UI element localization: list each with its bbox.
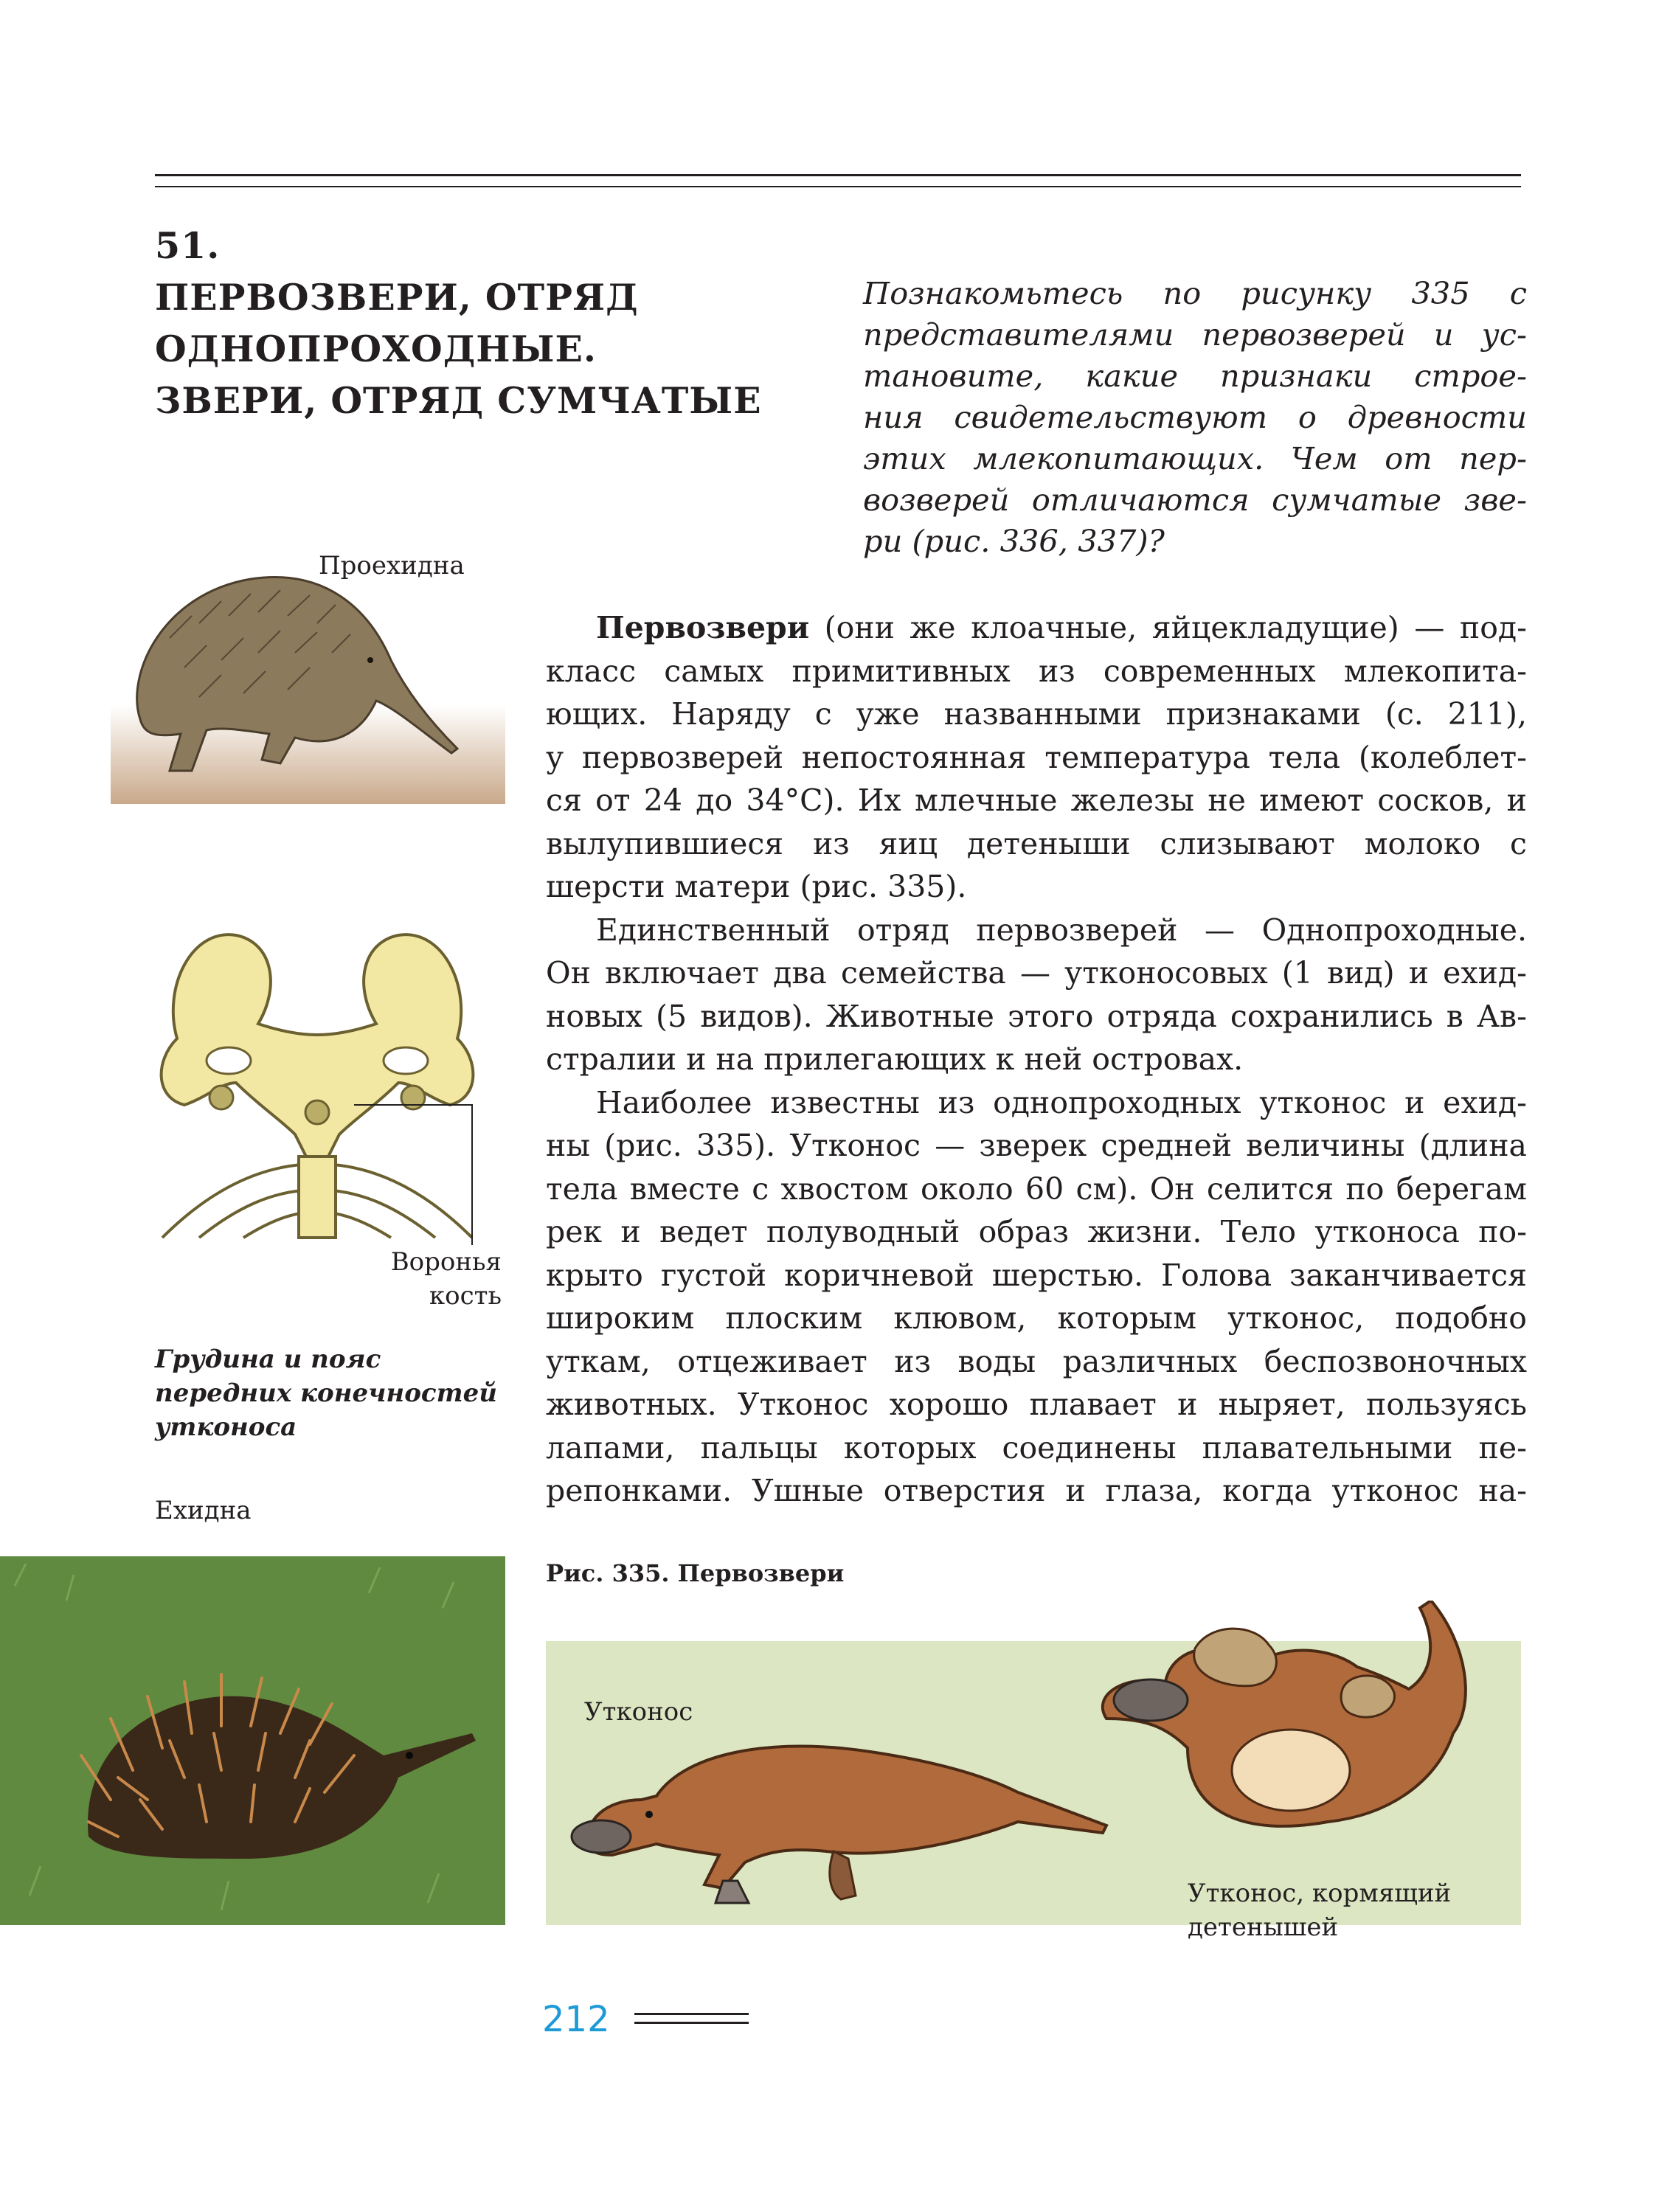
intro-line: этих млекопитающих. Чем от пер- <box>863 440 1527 476</box>
echidna-label: Ехидна <box>155 1496 252 1525</box>
section-heading <box>155 220 819 426</box>
body-line: репонками. Ушные отверстия и глаза, когда утконос на- <box>546 1473 1527 1508</box>
body-line: Он включает два семейства — утконосовых (1 вид) и ехид- <box>546 955 1527 991</box>
proechidna-illustration <box>111 549 505 804</box>
top-rule-thin <box>155 186 1521 187</box>
body-line: животных. Утконос хорошо плавает и ныряет, пользуясь <box>546 1387 1527 1422</box>
coracoid-label: Воронья кость <box>390 1247 502 1311</box>
page-number-rule <box>634 2013 749 2031</box>
body-line: стралии и на прилегающих к ней островах. <box>546 1041 1244 1077</box>
page-number: 212 <box>542 1999 610 2040</box>
body-line: Наиболее известны из однопроходных утконос и ехид- <box>596 1084 1527 1120</box>
body-line: класс самых примитивных из современных млекопита- <box>546 653 1527 689</box>
section-title-line: ОДНОПРОХОДНЫЕ. <box>155 327 597 370</box>
section-number: 51. <box>155 224 221 267</box>
body-line: уткам, отцеживает из воды различных беспозвоночных <box>546 1343 1527 1379</box>
intro-question <box>863 273 1527 562</box>
intro-line: возверей отличаются сумчатые зве- <box>863 482 1527 518</box>
body-line: ющих. Наряду с уже названными признаками (с. 211), <box>546 696 1527 732</box>
platypus-shoulder-skeleton <box>133 913 502 1245</box>
body-line: шерсти матери (рис. 335). <box>546 869 967 904</box>
platypus-label: Утконос <box>584 1697 693 1727</box>
body-line: вылупившиеся из яиц детеныши слизывают молоко с <box>546 825 1527 861</box>
body-line: ся от 24 до 34°С). Их млечные железы не имеют сосков, и <box>546 783 1527 818</box>
body-line: новых (5 видов). Животные этого отряда сохранились в Ав- <box>546 998 1527 1034</box>
intro-line: тановите, какие признаки строе- <box>863 358 1527 394</box>
body-line: тела вместе с хвостом около 60 см). Он селится по берегам <box>546 1171 1527 1207</box>
top-rule-thick <box>155 174 1521 176</box>
body-line: широким плоским клювом, которым утконос, подобно <box>546 1300 1527 1336</box>
intro-line: Познакомьтесь по рисунку 335 с <box>863 275 1527 311</box>
proechidna-label: Проехидна <box>319 551 465 580</box>
section-title-line: ЗВЕРИ, ОТРЯД СУМЧАТЫЕ <box>155 379 762 422</box>
body-line: лапами, пальцы которых соединены плавательными пе- <box>546 1429 1527 1466</box>
body-text <box>546 606 1527 1513</box>
body-line: у первозверей непостоянная температура тела (колеблет- <box>546 739 1527 775</box>
body-line: Единственный отряд первозверей — Однопроходные. <box>596 912 1527 948</box>
intro-line: ри (рис. 336, 337)? <box>863 523 1165 559</box>
platypus-feeding-label: Утконос, кормящий детенышей <box>1188 1879 1452 1942</box>
term-bold: Первозвери <box>596 610 810 645</box>
section-title-line: ПЕРВОЗВЕРИ, ОТРЯД <box>155 276 639 319</box>
skeleton-caption: Грудина и пояс передних конечностей утконоса <box>155 1345 497 1442</box>
echidna-photo <box>0 1556 505 1925</box>
intro-line: представителями первозверей и ус- <box>863 316 1527 353</box>
body-line: рек и ведет полуводный образ жизни. Тело утконоса по- <box>546 1214 1527 1249</box>
body-line: крыто густой коричневой шерстью. Голова заканчивается <box>546 1257 1527 1293</box>
body-line: ны (рис. 335). Утконос — зверек средней величины (длина <box>546 1128 1527 1163</box>
intro-line: ния свидетельствуют о древности <box>863 399 1527 435</box>
paragraph-first-line: Первозвери (они же клоачные, яйцекладущие) — под- <box>596 610 1527 645</box>
figure-caption: Рис. 335. Первозвери <box>546 1559 845 1587</box>
